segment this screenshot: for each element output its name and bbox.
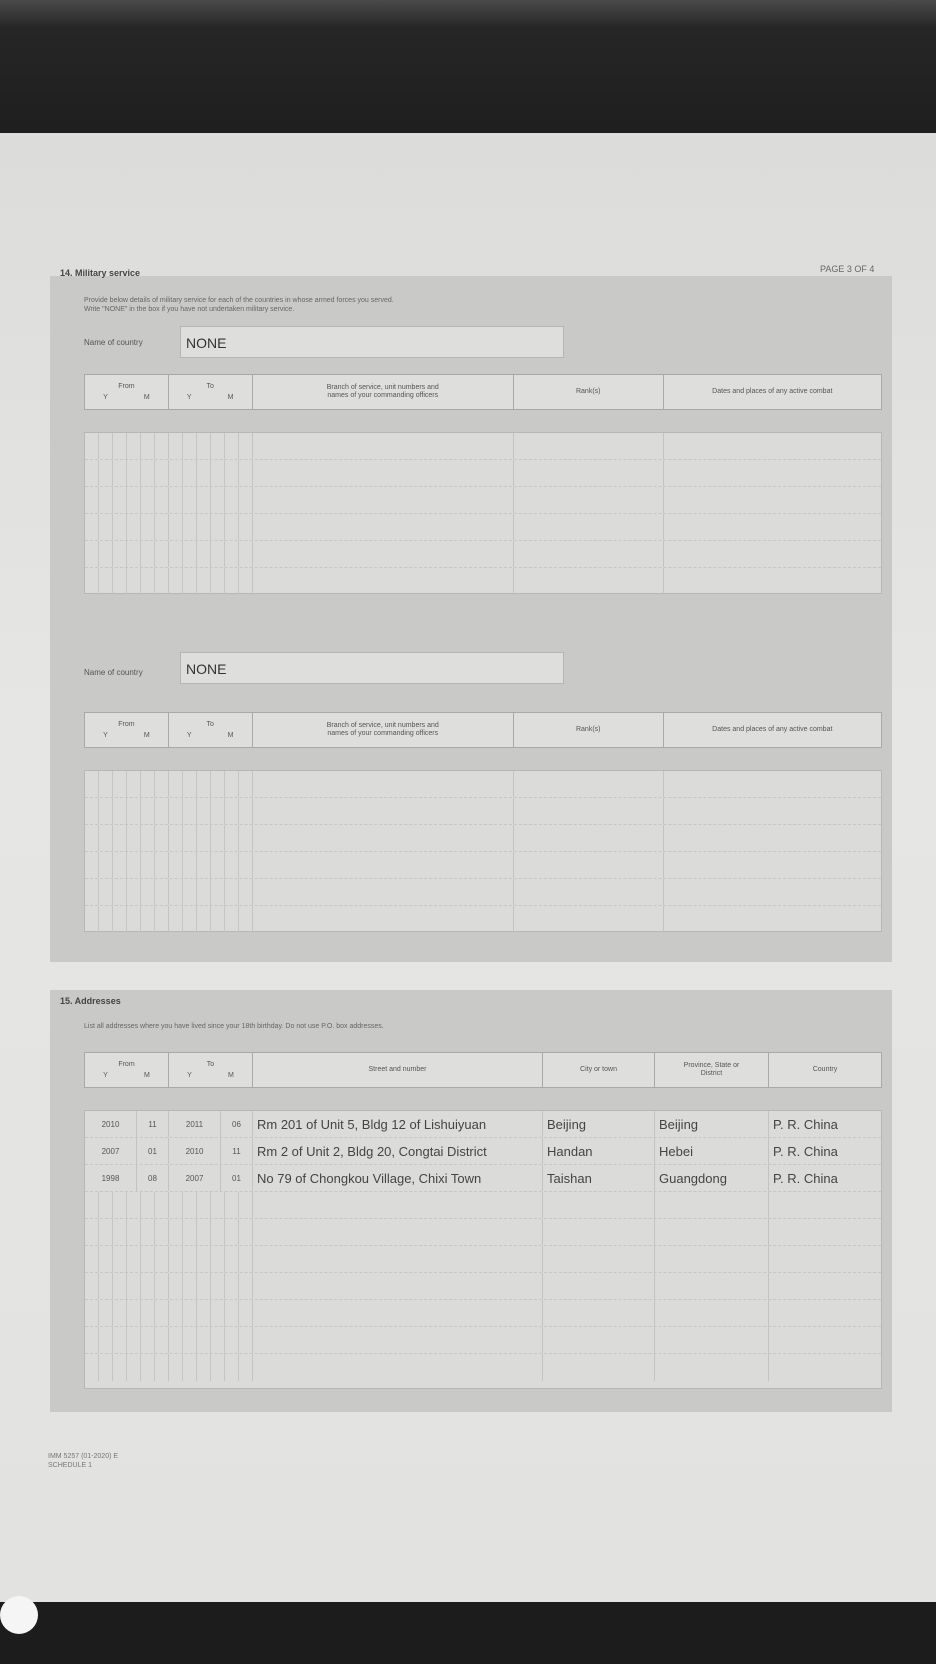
from-cell[interactable]: [85, 798, 169, 824]
branch-cell[interactable]: [253, 541, 514, 567]
to-month-cell[interactable]: 01: [221, 1165, 253, 1191]
section-intro: Provide below details of military service for each of the countries in whose armed forces you served. Write "NONE" in the box if you have not undertaken military service.: [84, 297, 394, 313]
header-street: Street and number: [253, 1053, 543, 1087]
city-cell[interactable]: [543, 1327, 655, 1353]
to-cell[interactable]: [169, 1219, 253, 1245]
branch-cell[interactable]: [253, 906, 514, 933]
province-cell[interactable]: [655, 1273, 769, 1299]
street-cell[interactable]: [253, 1273, 543, 1299]
to-cell[interactable]: [169, 1192, 253, 1218]
table-row[interactable]: [85, 906, 881, 933]
city-cell[interactable]: [543, 1219, 655, 1245]
to-year-cell[interactable]: 2011: [169, 1111, 221, 1137]
country-cell[interactable]: [769, 1354, 881, 1381]
to-cell[interactable]: [169, 514, 253, 540]
military-table-header: [84, 712, 882, 748]
from-cell[interactable]: [85, 825, 169, 851]
to-cell[interactable]: [169, 879, 253, 905]
to-cell[interactable]: [169, 798, 253, 824]
from-cell[interactable]: [85, 1273, 169, 1299]
table-row[interactable]: [85, 487, 881, 514]
province-cell[interactable]: [655, 1219, 769, 1245]
from-cell[interactable]: [85, 568, 169, 595]
table-row[interactable]: [85, 541, 881, 568]
country-cell[interactable]: P. R. China: [773, 1143, 838, 1159]
combat-cell[interactable]: [664, 879, 881, 905]
street-cell[interactable]: [253, 1327, 543, 1353]
military-table-header: [84, 374, 882, 410]
from-month-cell[interactable]: 01: [137, 1138, 169, 1164]
rank-cell[interactable]: [514, 433, 664, 459]
rank-cell[interactable]: [514, 798, 664, 824]
branch-cell[interactable]: [253, 460, 514, 486]
table-row[interactable]: [85, 1273, 881, 1300]
address-table-body[interactable]: [84, 1110, 882, 1389]
branch-cell[interactable]: [253, 798, 514, 824]
to-cell[interactable]: [169, 1327, 253, 1353]
table-row[interactable]: [85, 1219, 881, 1246]
header-to: To Y M: [169, 713, 253, 747]
header-combat: Dates and places of any active combat: [712, 388, 833, 395]
to-cell[interactable]: [169, 825, 253, 851]
military-table-body[interactable]: [84, 770, 882, 932]
branch-cell[interactable]: [253, 825, 514, 851]
to-cell[interactable]: [169, 906, 253, 933]
table-row[interactable]: [85, 1354, 881, 1381]
rank-cell[interactable]: [514, 487, 664, 513]
to-cell[interactable]: [169, 433, 253, 459]
header-branch: Branch of service, unit numbers and names of your commanding officers: [253, 375, 514, 409]
city-cell[interactable]: [543, 1192, 655, 1218]
from-year-cell[interactable]: 2007: [85, 1138, 137, 1164]
country-cell[interactable]: [769, 1327, 881, 1353]
header-from: From Y M: [85, 375, 169, 409]
city-cell[interactable]: [543, 1273, 655, 1299]
to-cell[interactable]: [169, 1246, 253, 1272]
rank-cell[interactable]: [514, 771, 664, 797]
province-cell[interactable]: Beijing: [655, 1111, 769, 1137]
branch-cell[interactable]: [253, 568, 514, 595]
from-cell[interactable]: [85, 487, 169, 513]
country-cell[interactable]: [769, 1273, 881, 1299]
from-month-cell[interactable]: 08: [137, 1165, 169, 1191]
section-addresses: [50, 990, 892, 1412]
table-row[interactable]: [85, 879, 881, 906]
rank-cell[interactable]: [514, 879, 664, 905]
to-cell[interactable]: [169, 1354, 253, 1381]
combat-cell[interactable]: [664, 852, 881, 878]
branch-cell[interactable]: [253, 771, 514, 797]
street-cell[interactable]: [253, 1219, 543, 1245]
from-cell[interactable]: [85, 1327, 169, 1353]
city-cell[interactable]: Beijing: [543, 1111, 655, 1137]
from-cell[interactable]: [85, 433, 169, 459]
combat-cell[interactable]: [664, 798, 881, 824]
street-cell[interactable]: Rm 2 of Unit 2, Bldg 20, Congtai District: [253, 1138, 543, 1164]
header-to: To Y M: [169, 375, 253, 409]
city-cell[interactable]: [543, 1300, 655, 1326]
combat-cell[interactable]: [664, 514, 881, 540]
country-cell[interactable]: [769, 1219, 881, 1245]
country-label: Name of country: [84, 338, 143, 347]
combat-cell[interactable]: [664, 906, 881, 933]
from-cell[interactable]: [85, 1246, 169, 1272]
from-year-cell[interactable]: 2010: [85, 1111, 137, 1137]
table-row[interactable]: [85, 1138, 881, 1165]
branch-cell[interactable]: [253, 487, 514, 513]
country-field[interactable]: NONE: [180, 326, 564, 358]
to-year-cell[interactable]: 2010: [169, 1138, 221, 1164]
to-month-cell[interactable]: 11: [221, 1138, 253, 1164]
table-row[interactable]: [85, 852, 881, 879]
street-cell[interactable]: Rm 201 of Unit 5, Bldg 12 of Lishuiyuan: [253, 1111, 543, 1137]
header-rank: Rank(s): [514, 375, 664, 409]
from-cell[interactable]: [85, 1192, 169, 1218]
combat-cell[interactable]: [664, 460, 881, 486]
to-cell[interactable]: [169, 460, 253, 486]
table-row[interactable]: [85, 433, 881, 460]
header-province: Province, State or District: [655, 1053, 769, 1087]
camera-bottom-background: [0, 1602, 936, 1664]
section-title: 14. Military service: [60, 268, 141, 278]
from-cell[interactable]: [85, 852, 169, 878]
section-intro: List all addresses where you have lived since your 18th birthday. Do not use P.O. box addresses.: [84, 1023, 384, 1030]
from-cell[interactable]: [85, 879, 169, 905]
header-from: From Y M: [85, 1053, 169, 1087]
combat-cell[interactable]: [664, 487, 881, 513]
header-from: From Y M: [85, 713, 169, 747]
from-cell[interactable]: [85, 460, 169, 486]
table-row[interactable]: [85, 771, 881, 798]
header-country: Country: [812, 1066, 838, 1073]
branch-cell[interactable]: [253, 852, 514, 878]
from-cell[interactable]: [85, 1354, 169, 1381]
to-cell[interactable]: [169, 771, 253, 797]
to-cell[interactable]: [169, 541, 253, 567]
section-title: 15. Addresses: [60, 996, 121, 1006]
street-cell[interactable]: [253, 1192, 543, 1218]
branch-cell[interactable]: [253, 514, 514, 540]
from-cell[interactable]: [85, 1219, 169, 1245]
table-row[interactable]: [85, 1111, 881, 1138]
address-table-header: [84, 1052, 882, 1088]
combat-cell[interactable]: [664, 568, 881, 595]
to-cell[interactable]: [169, 852, 253, 878]
table-row[interactable]: [85, 568, 881, 595]
rank-cell[interactable]: [514, 514, 664, 540]
header-combat: Dates and places of any active combat: [712, 726, 833, 733]
to-month-cell[interactable]: 06: [221, 1111, 253, 1137]
table-row[interactable]: [85, 460, 881, 487]
combat-cell[interactable]: [664, 825, 881, 851]
camera-top-background: [0, 0, 936, 140]
combat-cell[interactable]: [664, 433, 881, 459]
country-cell[interactable]: P. R. China: [773, 1170, 838, 1186]
country-cell[interactable]: [769, 1300, 881, 1326]
city-cell[interactable]: Taishan: [543, 1165, 655, 1191]
province-cell[interactable]: [655, 1192, 769, 1218]
country-cell[interactable]: [769, 1246, 881, 1272]
province-cell[interactable]: [655, 1354, 769, 1381]
header-branch: Branch of service, unit numbers and names of your commanding officers: [253, 713, 514, 747]
city-cell[interactable]: [543, 1354, 655, 1381]
province-cell[interactable]: Hebei: [655, 1138, 769, 1164]
country-field[interactable]: NONE: [180, 652, 564, 684]
table-row[interactable]: [85, 1192, 881, 1219]
street-cell[interactable]: [253, 1246, 543, 1272]
province-cell[interactable]: Guangdong: [655, 1165, 769, 1191]
camera-shutter-icon[interactable]: [0, 1596, 38, 1634]
to-year-cell[interactable]: 2007: [169, 1165, 221, 1191]
street-cell[interactable]: [253, 1354, 543, 1381]
to-cell[interactable]: [169, 487, 253, 513]
rank-cell[interactable]: [514, 852, 664, 878]
table-row[interactable]: [85, 798, 881, 825]
header-city: City or town: [543, 1053, 655, 1087]
to-cell[interactable]: [169, 1273, 253, 1299]
to-cell[interactable]: [169, 568, 253, 595]
table-row[interactable]: [85, 1327, 881, 1354]
to-cell[interactable]: [169, 1300, 253, 1326]
rank-cell[interactable]: [514, 906, 664, 933]
from-year-cell[interactable]: 1998: [85, 1165, 137, 1191]
rank-cell[interactable]: [514, 825, 664, 851]
header-rank: Rank(s): [514, 713, 664, 747]
combat-cell[interactable]: [664, 541, 881, 567]
table-row[interactable]: [85, 514, 881, 541]
city-cell[interactable]: Handan: [543, 1138, 655, 1164]
form-footer: IMM 5257 (01-2020) E SCHEDULE 1: [48, 1453, 119, 1469]
from-month-cell[interactable]: 11: [137, 1111, 169, 1137]
country-cell[interactable]: P. R. China: [773, 1116, 838, 1132]
table-row[interactable]: [85, 825, 881, 852]
header-to: To Y M: [169, 1053, 253, 1087]
country-cell[interactable]: [769, 1192, 881, 1218]
page-number: PAGE 3 OF 4: [820, 264, 875, 274]
province-cell[interactable]: [655, 1327, 769, 1353]
table-row[interactable]: [85, 1300, 881, 1327]
combat-cell[interactable]: [664, 771, 881, 797]
from-cell[interactable]: [85, 514, 169, 540]
branch-cell[interactable]: [253, 879, 514, 905]
street-cell[interactable]: [253, 1300, 543, 1326]
province-cell[interactable]: [655, 1300, 769, 1326]
table-row[interactable]: [85, 1246, 881, 1273]
from-cell[interactable]: [85, 541, 169, 567]
branch-cell[interactable]: [253, 433, 514, 459]
from-cell[interactable]: [85, 906, 169, 933]
military-table-body[interactable]: [84, 432, 882, 594]
province-cell[interactable]: [655, 1246, 769, 1272]
table-row[interactable]: [85, 1165, 881, 1192]
from-cell[interactable]: [85, 771, 169, 797]
city-cell[interactable]: [543, 1246, 655, 1272]
rank-cell[interactable]: [514, 568, 664, 595]
street-cell[interactable]: No 79 of Chongkou Village, Chixi Town: [253, 1165, 543, 1191]
rank-cell[interactable]: [514, 460, 664, 486]
from-cell[interactable]: [85, 1300, 169, 1326]
country-label: Name of country: [84, 668, 143, 677]
rank-cell[interactable]: [514, 541, 664, 567]
